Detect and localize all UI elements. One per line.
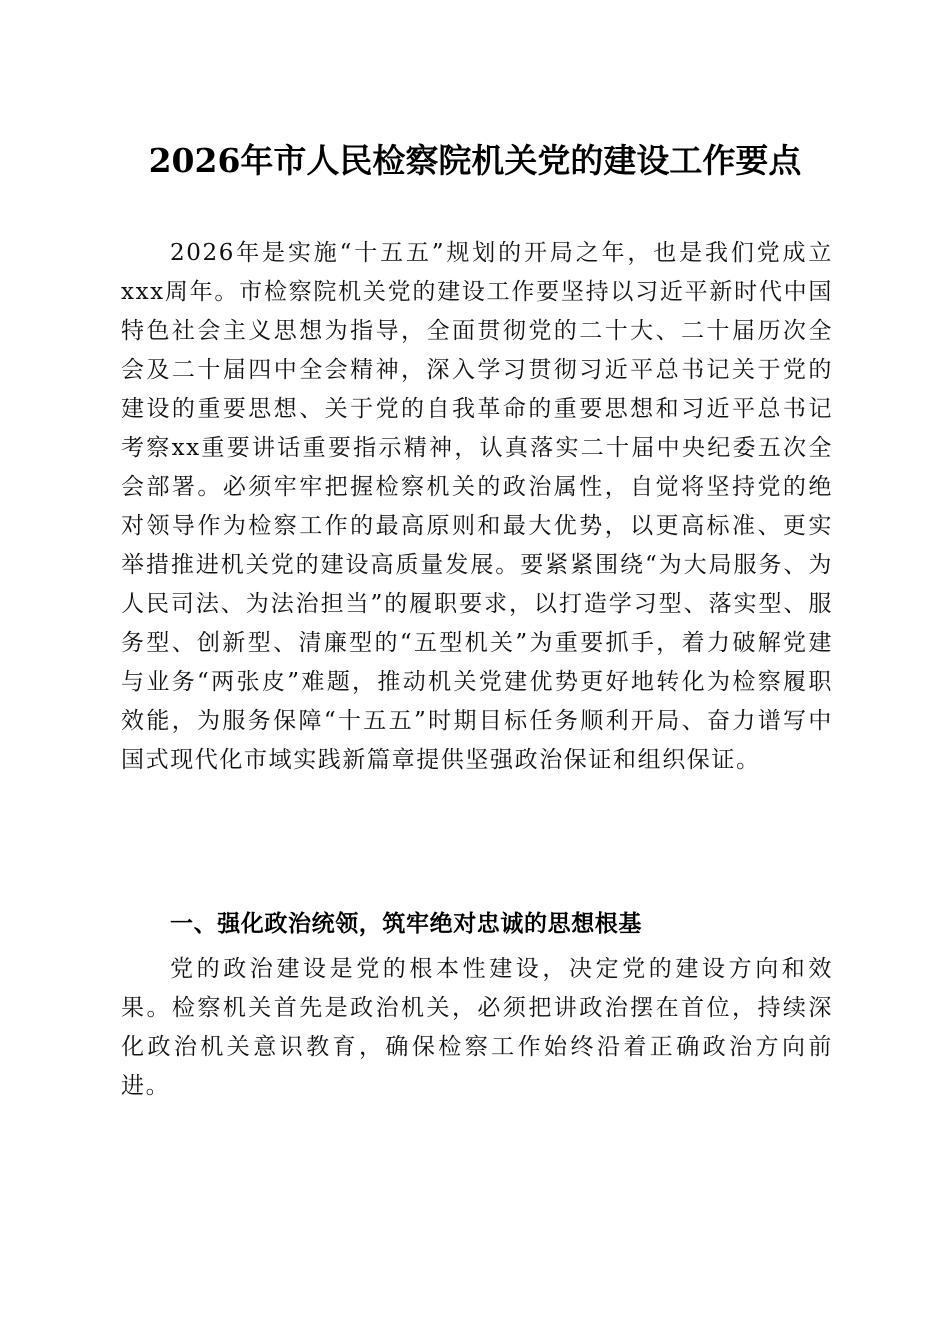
section-heading-1: 一、强化政治统领，筑牢绝对忠诚的思想根基 xyxy=(170,911,642,937)
document-title: 2026年市人民检察院机关党的建设工作要点 xyxy=(148,141,802,180)
section-1-paragraph: 党的政治建设是党的根本性建设，决定党的建设方向和效果。检察机关首先是政治机关，必须把讲政治摆在首位，持续深化政治机关意识教育，确保检察工作始终沿着正确政治方向前进。 xyxy=(121,956,833,1099)
intro-paragraph: 2026年是实施“十五五”规划的开局之年，也是我们党成立xxx周年。市检察院机关党的建设工作要坚持以习近平新时代中国特色社会主义思想为指导，全面贯彻党的二十大、二十届历次全会及二十届四中全会精神，深入学习贯彻习近平总书记关于党的建设的重要思想、关于党的自我革命的重要思想和习近平总书记考察xx重要讲话重要指示精神，认真落实二十届中央纪委五次全会部署。必须牢牢把握检察机关的政治属性，自觉将坚持党的绝对领导作为检察工作的最高原则和最大优势，以更高标准、更实举措推进机关党的建设高质量发展。要紧紧围绕“为大局服务、为人民司法、为法治担当”的履职要求，以打造学习型、落实型、服务型、创新型、清廉型的“五型机关”为重要抓手，着力破解党建与业务“两张皮”难题，推动机关党建优势更好地转化为检察履职效能，为服务保障“十五五”时期目标任务顺利开局、奋力谱写中国式现代化市域实践新篇章提供坚强政治保证和组织保证。 xyxy=(121,240,833,773)
